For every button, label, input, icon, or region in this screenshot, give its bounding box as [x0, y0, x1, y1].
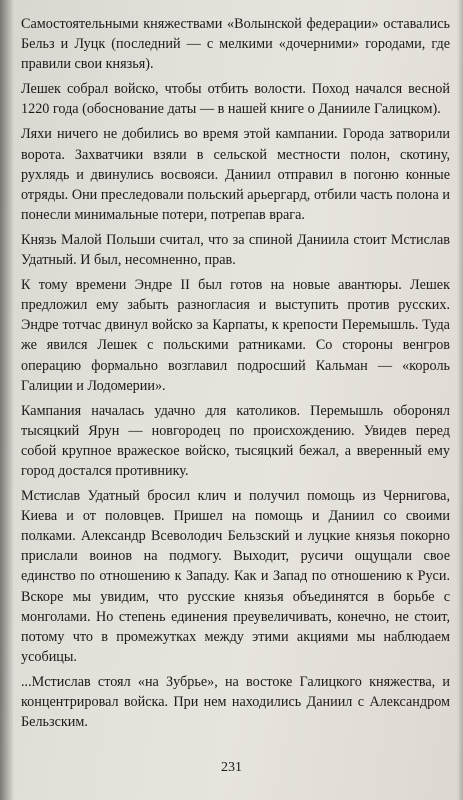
paragraph: Самостоятельными княжествами «Волынской федерации» оставались Бельз и Луцк (последний — с мелкими «дочерними» городами, где правили свои князья).	[21, 16, 450, 73]
paragraph: Мстислав Удатный бросил клич и получил помощь из Чернигова, Киева и от половцев. Пришел на помощь и Даниил со своими полками. Александр Всеволодич Бельзский и луцкие князья покорно прислали воинов на подмогу. Выходит, русичи ощущали свое единство по отношению к Западу. Как и Запад по отношению к Руси. Вскоре мы увидим, что русские князья объединятся в борьбе с монголами. Но степень единения преувеличивать, конечно, не стоит, потому что в промежутках между этими акциями мы наблюдаем усобицы.	[21, 488, 450, 665]
body-text	[21, 14, 450, 737]
paragraph: ...Мстислав стоял «на Зубрье», на востоке Галицкого княжества, и концентрировал войска. При нем находились Даниил с Александром Бельзским.	[21, 673, 450, 731]
paragraph: Лешек собрал войско, чтобы отбить волости. Поход начался весной 1220 года (обоснование даты — в нашей книге о Данииле Галицком).	[21, 81, 450, 118]
paragraph: Ляхи ничего не добились во время этой кампании. Города затворили ворота. Захватчики взяли в сельской местности полон, скотину, рухлядь и двинулись восвояси. Даниил отправил в погоню конные отряды. Они преследовали польский арьергард, отбили часть полона и понесли минимальные потери, потрепав врага.	[21, 126, 450, 223]
page-edge-shadow	[457, 0, 463, 800]
paragraph: Князь Малой Польши считал, что за спиной Даниила стоит Мстислав Удатный. И был, несомненно, прав.	[21, 231, 450, 269]
page-number: 231	[221, 760, 242, 775]
paragraph: К тому времени Эндре II был готов на новые авантюры. Лешек предложил ему забыть разногласия и выступить против русских. Эндре тотчас двинул войско за Карпаты, к крепости Перемышль. Туда же явился Лешек с польскими ратниками. Со стороны венгров операцию формально возглавил подросший Кальман — «король Галиции и Лодомерии».	[21, 277, 450, 394]
binding-shadow	[0, 0, 14, 800]
paragraph: Кампания началась удачно для католиков. Перемышль оборонял тысяцкий Ярун — новгородец по происхождению. Увидев перед собой крупное вражеское войско, тысяцкий бежал, а вверенный ему город достался противнику.	[21, 402, 450, 479]
